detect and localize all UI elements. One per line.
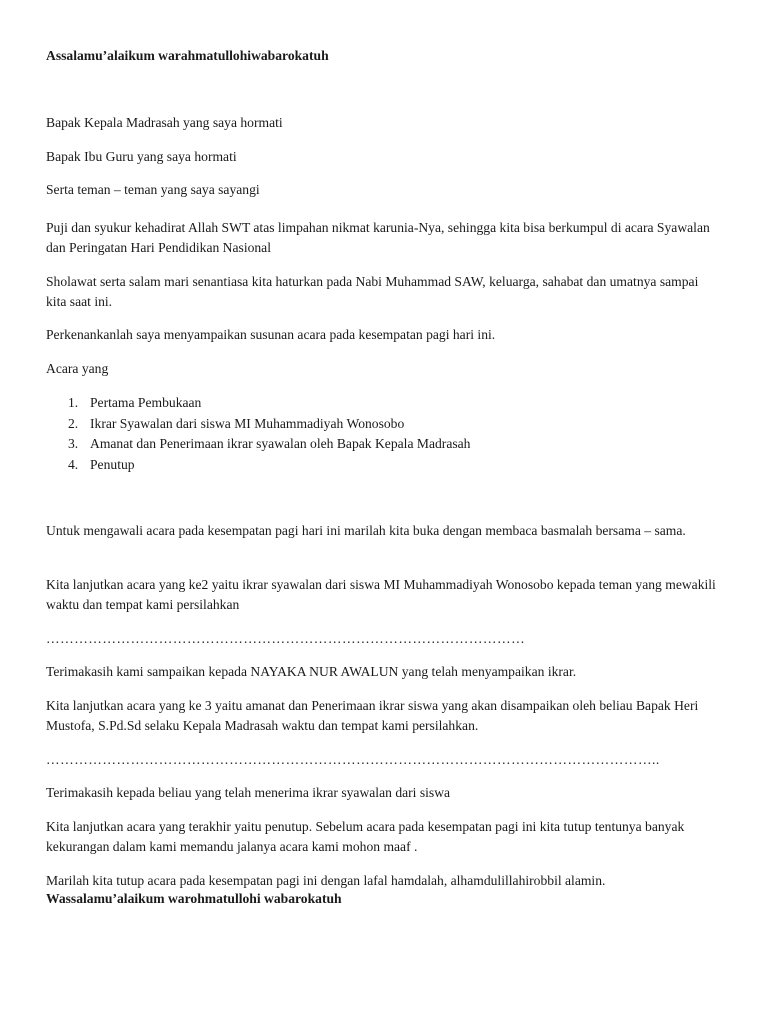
agenda-list [46, 393, 722, 475]
paragraph-marilah: Marilah kita tutup acara pada kesempatan pagi ini dengan lafal hamdalah, alhamdulillahirobbil alamin. [46, 873, 606, 888]
agenda-item-text: Amanat dan Penerimaan ikrar syawalan oleh Bapak Kepala Madrasah [90, 436, 471, 451]
closing-heading: Wassalamu’alaikum warohmatullohi wabarokatuh [46, 891, 342, 906]
paragraph-terimakasih-2: Terimakasih kepada beliau yang telah menerima ikrar syawalan dari siswa [46, 785, 451, 800]
paragraph-untuk: Untuk mengawali acara pada kesempatan pagi hari ini marilah kita buka dengan membaca basmalah bersama – sama. [46, 523, 686, 538]
salutation-guru: Bapak Ibu Guru yang saya hormati [46, 149, 237, 164]
agenda-item-number: 4. [68, 456, 79, 472]
salutation-kepala: Bapak Kepala Madrasah yang saya hormati [46, 115, 283, 130]
agenda-item [46, 455, 722, 476]
agenda-item-number: 3. [68, 436, 79, 451]
agenda-item-number: 1. [68, 395, 79, 410]
agenda-item [46, 434, 722, 455]
agenda-item-text: Ikrar Syawalan dari siswa MI Muhammadiyah Wonosobo [90, 415, 405, 431]
salutation-teman: Serta teman – teman yang saya sayangi [46, 182, 260, 197]
agenda-item [46, 414, 722, 435]
dotted-line-1: ………………………………………………………………………………………… [46, 631, 526, 646]
paragraph-sholawat: Sholawat serta salam mari senantiasa kita haturkan pada Nabi Muhammad SAW, keluarga, sahabat dan umatnya sampai kita saat ini. [46, 274, 699, 309]
agenda-item-text: Pertama Pembukaan [90, 395, 202, 410]
agenda-heading: Acara yang [46, 361, 109, 376]
paragraph-acara-ke2: Kita lanjutkan acara yang ke2 yaitu ikrar syawalan dari siswa MI Muhammadiyah Wonosobo kepada teman yang mewakili waktu dan tempat kami persilahkan [46, 577, 716, 612]
paragraph-puji: Puji dan syukur kehadirat Allah SWT atas limpahan nikmat karunia-Nya, sehingga kita bisa berkumpul di acara Syawalan dan Peringatan Hari Pendidikan Nasional [46, 220, 710, 255]
paragraph-acara-terakhir: Kita lanjutkan acara yang terakhir yaitu penutup. Sebelum acara pada kesempatan pagi ini kita tutup tentunya banyak kekurangan dalam kami memandu jalanya acara kami mohon maaf . [46, 819, 685, 854]
paragraph-terimakasih-1: Terimakasih kami sampaikan kepada NAYAKA NUR AWALUN yang telah menyampaikan ikrar. [46, 664, 577, 679]
agenda-item-number: 2. [68, 415, 79, 431]
greeting-heading: Assalamu’alaikum warahmatullohiwabarokatuh [46, 48, 329, 63]
agenda-item [46, 393, 722, 414]
paragraph-acara-ke3: Kita lanjutkan acara yang ke 3 yaitu amanat dan Penerimaan ikrar siswa yang akan disampaikan oleh beliau Bapak Heri Mustofa, S.Pd.Sd selaku Kepala Madrasah waktu dan tempat kami persilahkan. [46, 698, 699, 733]
agenda-item-text: Penutup [90, 456, 135, 472]
dotted-line-2: ………………………………………………………………………………………………………………….. [46, 752, 660, 767]
paragraph-perkenankan: Perkenankanlah saya menyampaikan susunan acara pada kesempatan pagi hari ini. [46, 327, 496, 342]
